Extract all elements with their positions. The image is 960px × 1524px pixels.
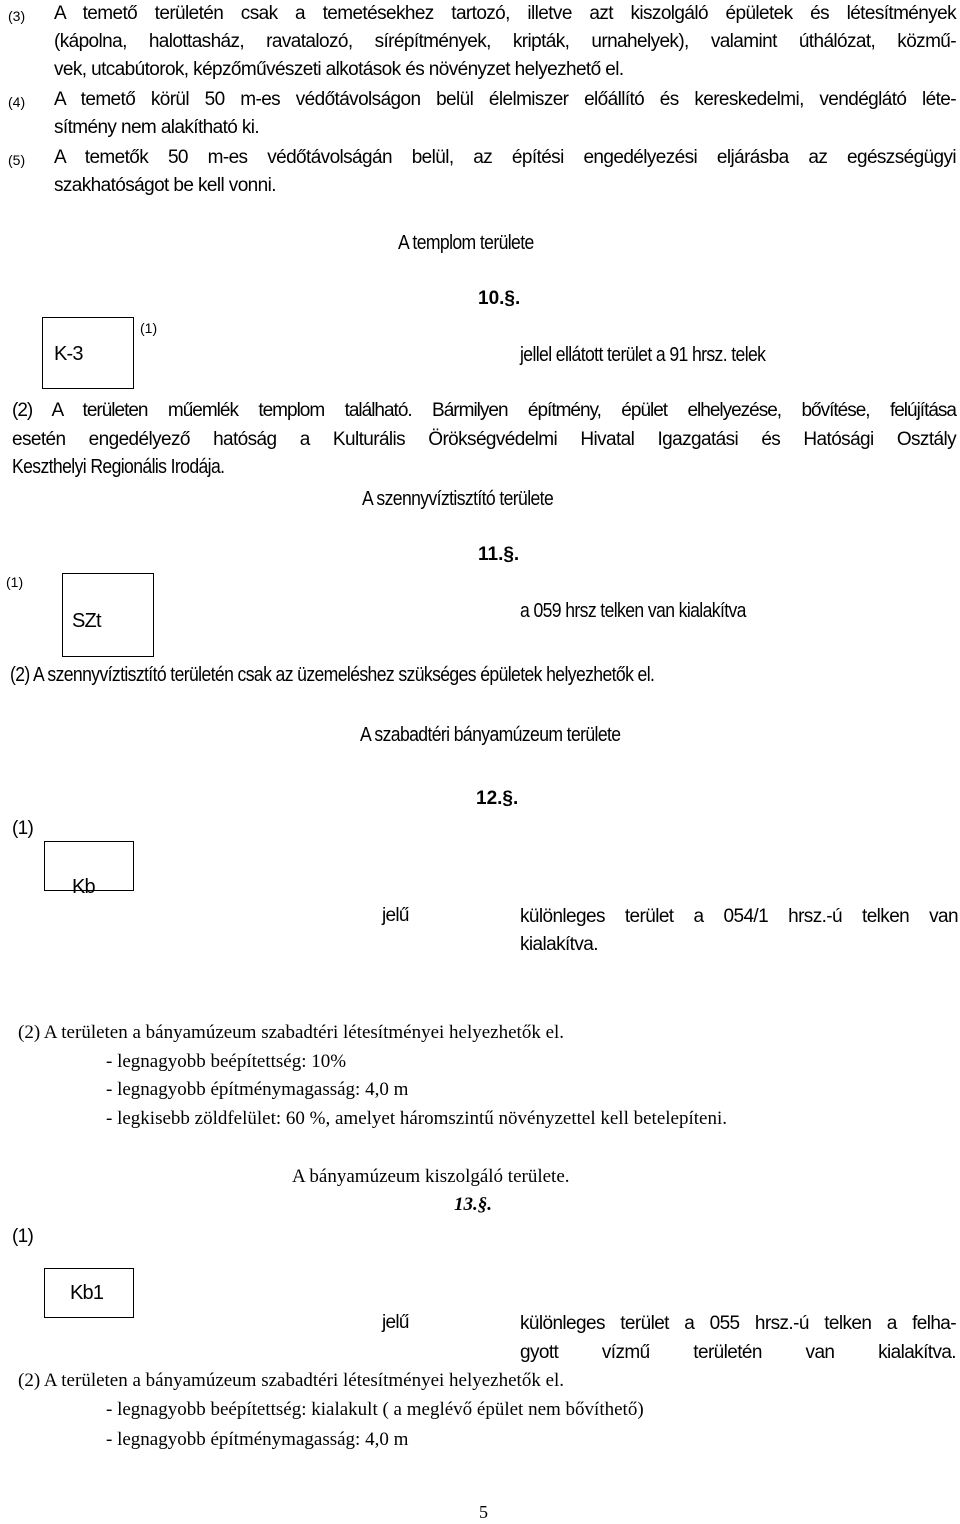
section-13-paragraph-2: (2) A területen a bányamúzeum szabadtéri létesítményei helyezhetők el. — [18, 1370, 565, 1391]
section-13-description-line-1: különleges terület a 055 hrsz.-ú telken a felha- — [520, 1313, 956, 1334]
page-number: 5 — [479, 1502, 488, 1522]
section-12-paragraph-2: (2) A területen a bányamúzeum szabadtéri létesítményei helyezhetők el. — [18, 1022, 565, 1043]
section-11-paragraph-2: (2) A szennyvíztisztító területén csak az üzemeléshez szükséges épületek helyezhetők el. — [10, 664, 655, 686]
paragraph-4-line-2: sítmény nem alakítható ki. — [54, 117, 260, 138]
section-12-description-line-1: különleges terület a 054/1 hrsz.-ú telken van — [520, 906, 958, 927]
section-10-paragraph-2-line-1: (2) A területen műemlék templom található. Bármilyen építmény, épület elhelyezése, bővítése, felújítása — [12, 400, 956, 421]
section-10-number: 10.§. — [478, 288, 521, 309]
section-13-heading: A bányamúzeum kiszolgáló területe. — [292, 1166, 570, 1187]
section-11-description: a 059 hrsz telken van kialakítva — [520, 600, 746, 622]
section-10-description: jellel ellátott terület a 91 hrsz. telek — [520, 344, 766, 366]
section-11-heading: A szennyvíztisztító területe — [362, 488, 554, 510]
section-13-jelu: jelű — [382, 1312, 409, 1333]
zone-code-szt: SZt — [72, 610, 101, 632]
paragraph-3-line-1: A temető területén csak a temetésekhez tartozó, illetve azt kiszolgáló épületek és létesítmények — [54, 3, 956, 24]
section-13-number: 13.§. — [454, 1194, 492, 1215]
paragraph-3-number: (3) — [8, 8, 26, 24]
section-12-item-3: - legkisebb zöldfelület: 60 %, amelyet háromszintű növényzettel kell betelepíteni. — [106, 1108, 727, 1129]
section-13-subparagraph-1: (1) — [12, 1226, 34, 1247]
section-10-subparagraph-1: (1) — [140, 320, 158, 336]
section-12-description-line-2: kialakítva. — [520, 934, 598, 955]
section-12-jelu: jelű — [382, 905, 409, 926]
paragraph-5-number: (5) — [8, 152, 26, 168]
section-13-item-1: - legnagyobb beépítettség: kialakult ( a meglévő épület nem bővíthető) — [106, 1399, 644, 1420]
section-12-number: 12.§. — [476, 788, 519, 809]
section-12-heading: A szabadtéri bányamúzeum területe — [360, 724, 621, 746]
zone-code-kb1: Kb1 — [70, 1282, 104, 1304]
paragraph-4-line-1: A temető körül 50 m-es védőtávolságon belül élelmiszer előállító és kereskedelmi, vendéglátó léte- — [54, 89, 956, 110]
paragraph-5-line-1: A temetők 50 m-es védőtávolságán belül, az építési engedélyezési eljárásba az egészségügyi — [54, 147, 956, 168]
paragraph-3-line-2: (kápolna, halottasház, ravatalozó, sírépítmények, kripták, urnahelyek), valamint úthálózat, közmű- — [54, 31, 956, 52]
paragraph-3-line-3: vek, utcabútorok, képzőművészeti alkotások és növényzet helyezhető el. — [54, 59, 624, 80]
paragraph-5-line-2: szakhatóságot be kell vonni. — [54, 175, 276, 196]
section-10-paragraph-2-line-2: esetén engedélyező hatóság a Kulturális Örökségvédelmi Hivatal Igazgatási és Hatósági Osztály — [12, 429, 956, 450]
section-10-paragraph-2-line-3: Keszthelyi Regionális Irodája. — [12, 456, 225, 478]
section-13-description-line-2: gyott vízmű területén van kialakítva. — [520, 1342, 956, 1363]
zone-code-k3: K-3 — [54, 343, 83, 365]
paragraph-4-number: (4) — [8, 94, 26, 110]
section-11-number: 11.§. — [478, 544, 520, 565]
section-13-item-2: - legnagyobb építménymagasság: 4,0 m — [106, 1429, 409, 1450]
section-12-item-1: - legnagyobb beépítettség: 10% — [106, 1051, 347, 1072]
section-10-heading: A templom területe — [398, 232, 534, 254]
section-12-item-2: - legnagyobb építménymagasság: 4,0 m — [106, 1079, 409, 1100]
section-11-subparagraph-1: (1) — [6, 574, 24, 590]
section-12-subparagraph-1: (1) — [12, 818, 34, 839]
zone-code-kb: Kb — [72, 876, 95, 898]
